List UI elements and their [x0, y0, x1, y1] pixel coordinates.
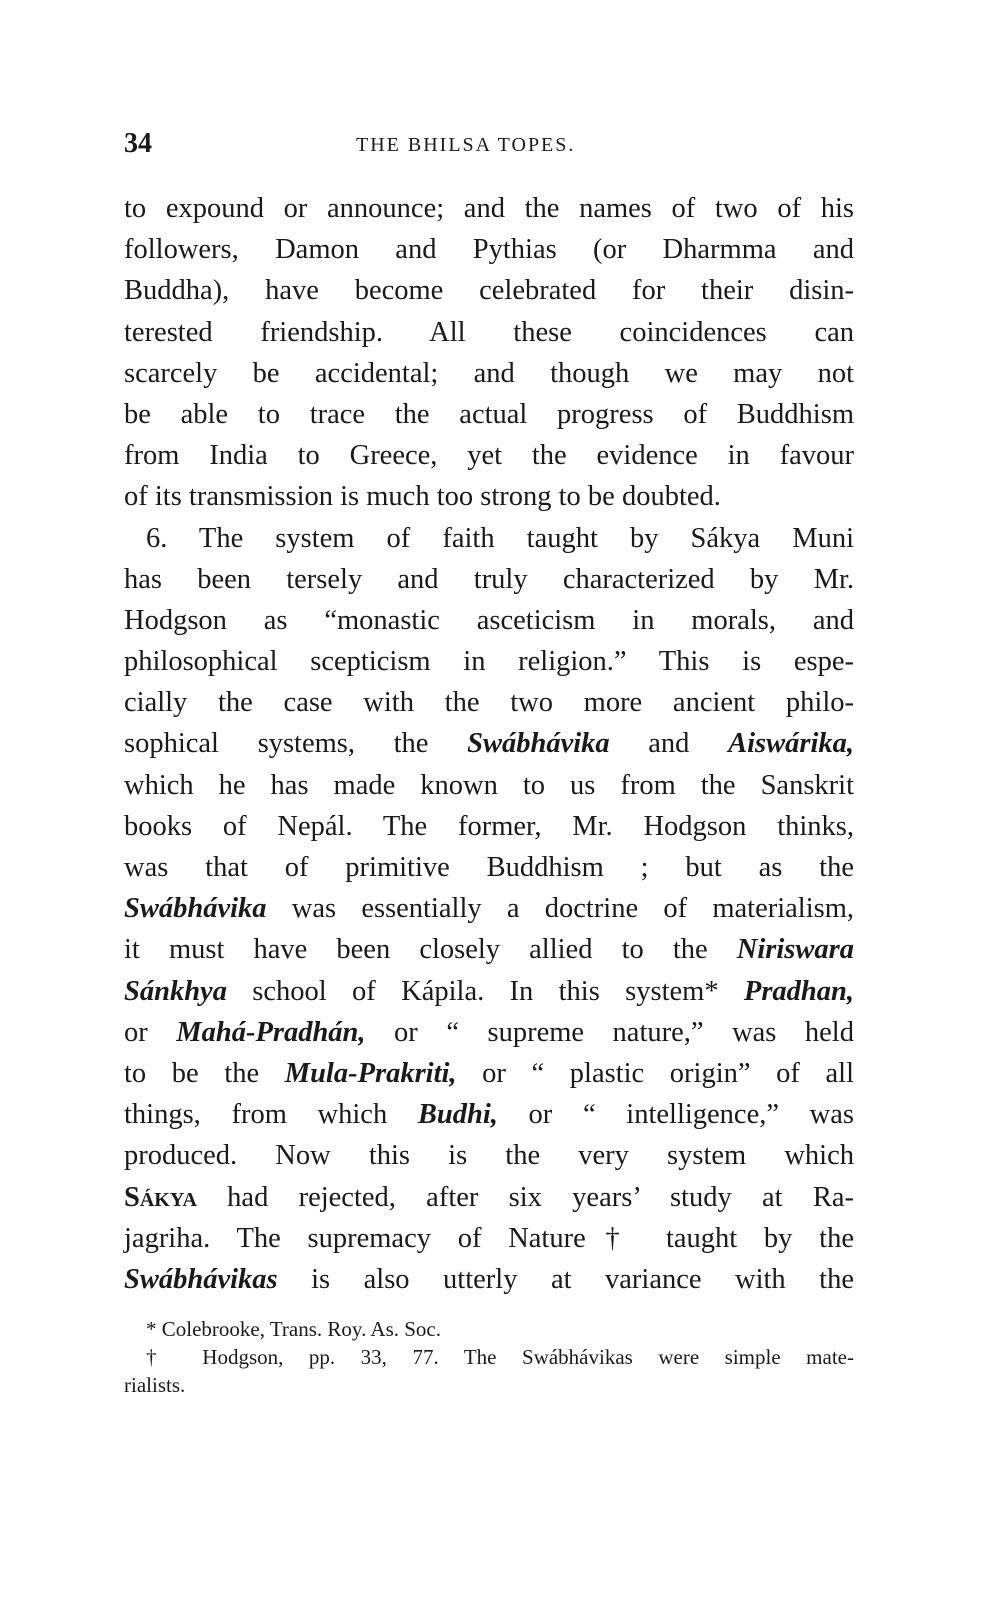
text-run: was essentially a doctrine of materialism,	[266, 893, 854, 925]
page-number: 34	[124, 128, 152, 159]
text-line: books of Nepál. The former, Mr. Hodgson thinks,	[124, 810, 854, 842]
text-run: to be the	[124, 1057, 285, 1089]
text-line	[124, 971, 854, 1012]
text-line: Hodgson as “monastic asceticism in morals, and	[124, 604, 854, 636]
italic-term: Sánkhya	[124, 975, 227, 1007]
text-line: which he has made known to us from the Sanskrit	[124, 769, 854, 801]
text-line	[124, 929, 854, 970]
text-line: was that of primitive Buddhism ; but as the	[124, 852, 854, 883]
text-line: philosophical scepticism in religion.” This is espe-	[124, 646, 854, 678]
text-line: cially the case with the two more ancient philo-	[124, 687, 854, 719]
text-run: or “ intelligence,” was	[497, 1099, 854, 1131]
footnote-continuation: rialists.	[124, 1373, 186, 1397]
text-line: produced. Now this is the very system which	[124, 1140, 854, 1172]
text-run: things, from which	[124, 1099, 418, 1131]
text-line: 6. The system of faith taught by Sákya Muni	[146, 522, 854, 554]
italic-term: Swábhávikas	[124, 1263, 278, 1295]
text-run: school of Kápila. In this system*	[226, 975, 744, 1007]
text-line	[124, 1177, 854, 1218]
text-run: or	[124, 1016, 177, 1048]
italic-term: Pradhan,	[743, 975, 854, 1007]
text-line: scarcely be accidental; and though we may not	[124, 357, 854, 389]
italic-term: Swábhávika	[467, 728, 610, 760]
text-line: of its transmission is much too strong to be doubted.	[124, 481, 721, 513]
text-line: terested friendship. All these coincidences can	[124, 316, 854, 348]
text-line: jagriha. The supremacy of Nature† taught by the	[124, 1222, 854, 1254]
text-run: it must have been closely allied to the	[124, 934, 737, 966]
text-line: be able to trace the actual progress of Buddhism	[124, 398, 854, 430]
text-run: is also utterly at variance with the	[277, 1263, 854, 1295]
text-line: followers, Damon and Pythias (or Dharmma and	[124, 234, 854, 266]
text-line	[124, 723, 854, 764]
italic-term: Niriswara	[736, 934, 854, 966]
italic-term: Budhi,	[417, 1099, 498, 1131]
text-line	[124, 1053, 854, 1094]
text-run: sophical systems, the	[124, 728, 468, 760]
text-run: or “ plastic origin” of all	[456, 1057, 854, 1089]
italic-term: Aiswárika,	[728, 728, 854, 760]
footnote: † Hodgson, pp. 33, 77. The Swábhávikas were simple mate-	[146, 1345, 854, 1369]
text-line: has been tersely and truly characterized by Mr.	[124, 563, 854, 595]
body-text	[124, 188, 854, 1300]
text-run: or “ supreme nature,” was held	[365, 1016, 854, 1048]
text-line: Buddha), have become celebrated for their disin-	[124, 275, 854, 307]
italic-term: Mahá-Pradhán,	[176, 1016, 366, 1048]
text-line: to expound or announce; and the names of two of his	[124, 193, 854, 224]
footnotes	[124, 1315, 854, 1399]
text-run: and	[609, 728, 729, 760]
italic-term: Swábhávika	[124, 893, 267, 925]
text-line	[124, 888, 854, 929]
text-line	[124, 1259, 854, 1300]
page-header	[124, 128, 854, 168]
footnote: * Colebrooke, Trans. Roy. As. Soc.	[146, 1317, 441, 1341]
text-line	[124, 1012, 854, 1053]
italic-term: Mula-Prakriti,	[284, 1057, 457, 1089]
running-title: THE BHILSA TOPES.	[356, 134, 576, 156]
small-caps-name: Sákya	[124, 1181, 197, 1213]
text-line: from India to Greece, yet the evidence in favour	[124, 440, 854, 472]
text-line	[124, 1094, 854, 1135]
text-run: had rejected, after six years’ study at Ra-	[196, 1181, 854, 1213]
